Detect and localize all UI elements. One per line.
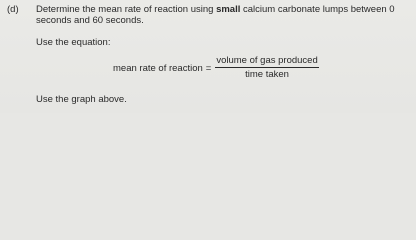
equation-lhs: mean rate of reaction — [113, 62, 203, 74]
question-panel — [0, 0, 416, 113]
part-label: (d) — [7, 4, 19, 15]
emphasis-word: small — [216, 4, 241, 15]
fraction-denominator: time taken — [245, 69, 289, 80]
use-equation-instruction: Use the equation: — [36, 37, 111, 48]
rate-equation — [113, 56, 319, 80]
question-text-line-1 — [36, 4, 395, 15]
equals-sign: = — [205, 62, 212, 74]
question-text-start: Determine the mean rate of reaction using — [36, 4, 217, 15]
question-text-line-2: seconds and 60 seconds. — [36, 15, 144, 26]
question-text-end: calcium carbonate lumps between 0 — [240, 4, 395, 15]
equation-fraction — [215, 56, 318, 80]
use-graph-instruction: Use the graph above. — [36, 94, 127, 105]
fraction-numerator: volume of gas produced — [216, 55, 318, 66]
